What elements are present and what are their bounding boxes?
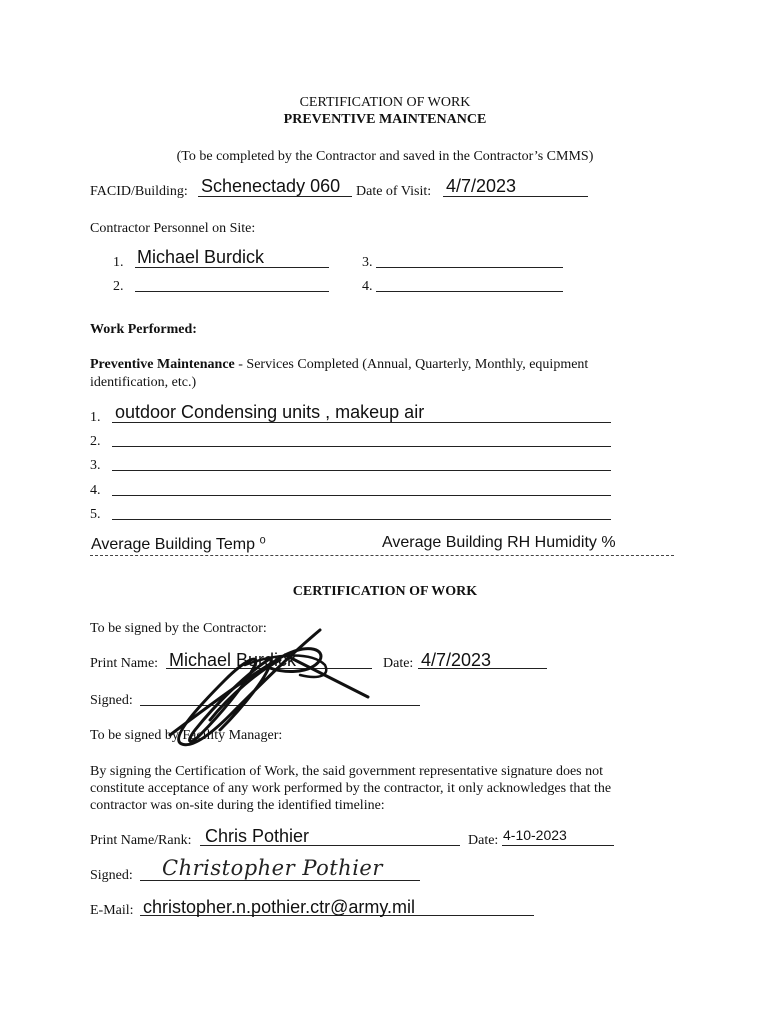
instruction-text: (To be completed by the Contractor and saved in the Contractor’s CMMS)	[176, 149, 594, 164]
personnel-line-3	[376, 267, 563, 268]
date-of-visit-field[interactable]: 4/7/2023	[446, 176, 517, 196]
personnel-num-4: 4.	[362, 279, 373, 294]
personnel-num-3: 3.	[362, 255, 373, 270]
section-divider	[90, 555, 674, 556]
manager-signed-line	[140, 880, 420, 881]
disclaimer-line3: contractor was on-site during the identified timeline:	[90, 798, 385, 813]
work-item-field-1[interactable]: outdoor Condensing units , makeup air	[115, 402, 425, 422]
certification-heading: CERTIFICATION OF WORK	[292, 584, 478, 599]
pm-text: - Services Completed (Annual, Quarterly, Monthly, equipment	[234, 357, 589, 372]
email-label: E-Mail:	[90, 903, 134, 918]
date-label: Date:	[383, 656, 414, 671]
pm-bold-label: Preventive Maintenance	[90, 357, 235, 372]
pm-description-line2: identification, etc.)	[90, 375, 197, 390]
manager-intro: To be signed by Facility Manager:	[90, 728, 283, 743]
personnel-num-1: 1.	[113, 255, 124, 270]
personnel-line-4	[376, 291, 563, 292]
contractor-signature-graphic[interactable]	[150, 625, 380, 755]
manager-signed-label: Signed:	[90, 868, 133, 883]
work-item-line-4	[112, 495, 611, 496]
work-item-num-2: 2.	[90, 434, 101, 449]
work-item-num-1: 1.	[90, 410, 101, 425]
work-performed-heading: Work Performed:	[90, 322, 197, 337]
email-field[interactable]: christopher.n.pothier.ctr@army.mil	[143, 897, 416, 917]
personnel-line-2	[135, 291, 329, 292]
work-item-line-3	[112, 470, 611, 471]
work-item-line-5	[112, 519, 611, 520]
rank-label: Print Name/Rank:	[90, 833, 192, 848]
manager-date-label: Date:	[468, 833, 499, 848]
manager-signature-field[interactable]: Christopher Pothier	[162, 856, 383, 880]
avg-rh-field[interactable]: Average Building RH Humidity %	[382, 534, 616, 551]
avg-temp-field[interactable]: Average Building Temp ⁰	[91, 536, 266, 553]
manager-date-field[interactable]: 4-10-2023	[503, 827, 567, 843]
work-item-line-2	[112, 446, 611, 447]
pm-description-line1	[90, 357, 588, 373]
work-item-num-3: 3.	[90, 458, 101, 473]
disclaimer-line1: By signing the Certification of Work, the said government representative signature does not	[90, 764, 603, 779]
personnel-label: Contractor Personnel on Site:	[90, 221, 256, 236]
document-title: CERTIFICATION OF WORK	[299, 95, 471, 110]
work-item-num-4: 4.	[90, 483, 101, 498]
work-item-num-5: 5.	[90, 507, 101, 522]
facid-field[interactable]: Schenectady 060	[201, 176, 341, 196]
print-name-field[interactable]: Michael Burdick	[169, 650, 297, 670]
document-subtitle: PREVENTIVE MAINTENANCE	[283, 112, 487, 127]
signed-label: Signed:	[90, 693, 133, 708]
personnel-num-2: 2.	[113, 279, 124, 294]
contractor-intro: To be signed by the Contractor:	[90, 621, 267, 636]
date-of-visit-label: Date of Visit:	[356, 184, 432, 199]
print-name-label: Print Name:	[90, 656, 159, 671]
personnel-field-1[interactable]: Michael Burdick	[137, 247, 265, 267]
date-field[interactable]: 4/7/2023	[421, 650, 492, 670]
disclaimer-line2: constitute acceptance of any work performed by the contractor, it only acknowledges that the	[90, 781, 612, 796]
facid-label: FACID/Building:	[90, 184, 188, 199]
manager-date-line	[502, 845, 614, 846]
rank-field[interactable]: Chris Pothier	[205, 826, 310, 846]
